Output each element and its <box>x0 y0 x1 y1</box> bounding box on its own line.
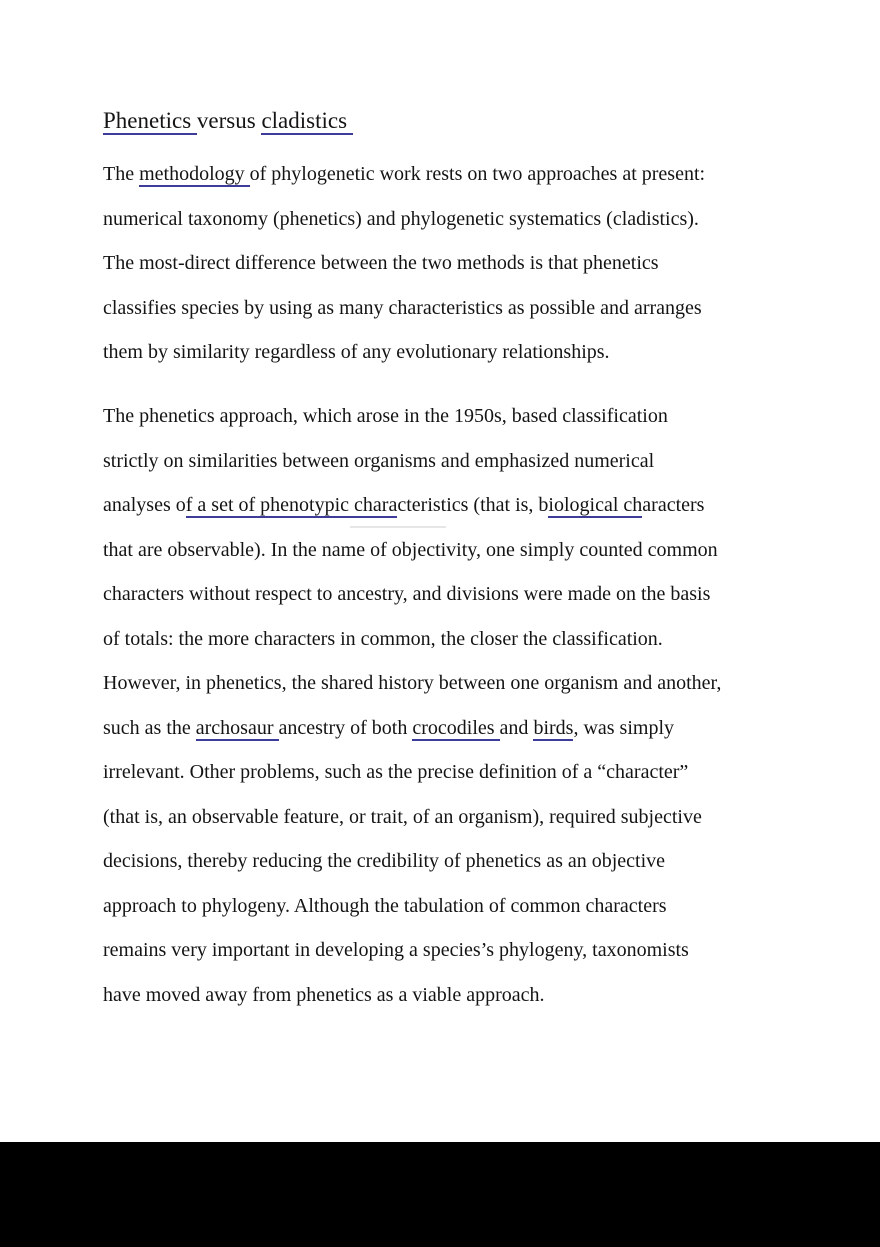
text-segment: decisions, thereby reducing the credibility of phenetics as an objective <box>103 850 666 872</box>
text-segment: aracters <box>642 494 705 516</box>
page-title <box>103 107 353 134</box>
text-segment: remains very important in developing a species’s phylogeny, taxonomists <box>103 939 689 961</box>
text-segment: approach to phylogeny. Although the tabulation of common characters <box>103 894 667 917</box>
faint-artifact-line <box>350 526 446 528</box>
text-line <box>103 394 803 439</box>
text-line <box>103 795 803 840</box>
text-line <box>103 706 803 751</box>
text-segment: cteristics (that is, b <box>397 494 549 516</box>
text-segment: analyses o <box>103 494 186 516</box>
underlined-link-text[interactable]: cladistics <box>261 108 353 133</box>
text-segment: However, in phenetics, the shared history between one organism and another, <box>103 672 722 694</box>
text-segment: that are observable). In the name of objectivity, one simply counted common <box>103 538 718 561</box>
text-segment: have moved away from phenetics as a viable approach. <box>103 983 545 1006</box>
text-line <box>103 617 803 662</box>
text-segment: The most-direct difference between the two methods is that phenetics <box>103 252 659 274</box>
text-line <box>103 330 803 375</box>
text-segment: them by similarity regardless of any evolutionary relationships. <box>103 341 610 363</box>
text-segment: of phylogenetic work rests on two approaches at present: <box>249 163 706 185</box>
text-line <box>103 286 803 331</box>
underlined-link-text[interactable]: methodology <box>139 163 250 185</box>
text-segment: of totals: the more characters in common, the closer the classification. <box>103 627 663 650</box>
text-segment: and <box>499 716 534 739</box>
text-line <box>103 661 803 706</box>
underlined-link-text[interactable]: archosaur <box>195 716 279 739</box>
text-segment: such as the <box>103 716 196 739</box>
text-line <box>103 839 803 884</box>
text-line <box>103 152 803 197</box>
underlined-link-text[interactable]: f a set of phenotypic chara <box>185 494 398 516</box>
text-line <box>103 528 803 573</box>
text-segment: characters without respect to ancestry, and divisions were made on the basis <box>103 583 711 605</box>
text-line <box>103 439 803 484</box>
text-line <box>103 241 803 286</box>
text-segment: ancestry of both <box>278 716 413 739</box>
underlined-link-text[interactable]: crocodiles <box>412 716 500 739</box>
underlined-link-text[interactable]: iological ch <box>548 494 643 516</box>
text-line <box>103 483 803 528</box>
text-segment: The <box>103 163 140 185</box>
text-segment: numerical taxonomy (phenetics) and phylogenetic systematics (cladistics). <box>103 207 699 230</box>
text-line <box>103 973 803 1018</box>
bottom-black-bar <box>0 1142 880 1247</box>
text-line <box>103 572 803 617</box>
text-line <box>103 197 803 242</box>
text-segment: versus <box>196 108 262 133</box>
text-segment: classifies species by using as many characteristics as possible and arranges <box>103 296 702 319</box>
paragraph <box>103 394 803 1017</box>
underlined-link-text[interactable]: birds <box>533 716 574 739</box>
text-segment: The phenetics approach, which arose in the 1950s, based classification <box>103 405 668 427</box>
underlined-link-text[interactable]: Phenetics <box>103 108 197 133</box>
text-segment: (that is, an observable feature, or trait, of an organism), required subjective <box>103 805 702 828</box>
text-segment: , was simply <box>573 716 674 739</box>
text-line <box>103 750 803 795</box>
text-segment: strictly on similarities between organisms and emphasized numerical <box>103 449 655 472</box>
paragraph <box>103 152 803 375</box>
text-line <box>103 928 803 973</box>
text-line <box>103 884 803 929</box>
text-segment: irrelevant. Other problems, such as the precise definition of a “character” <box>103 761 689 783</box>
